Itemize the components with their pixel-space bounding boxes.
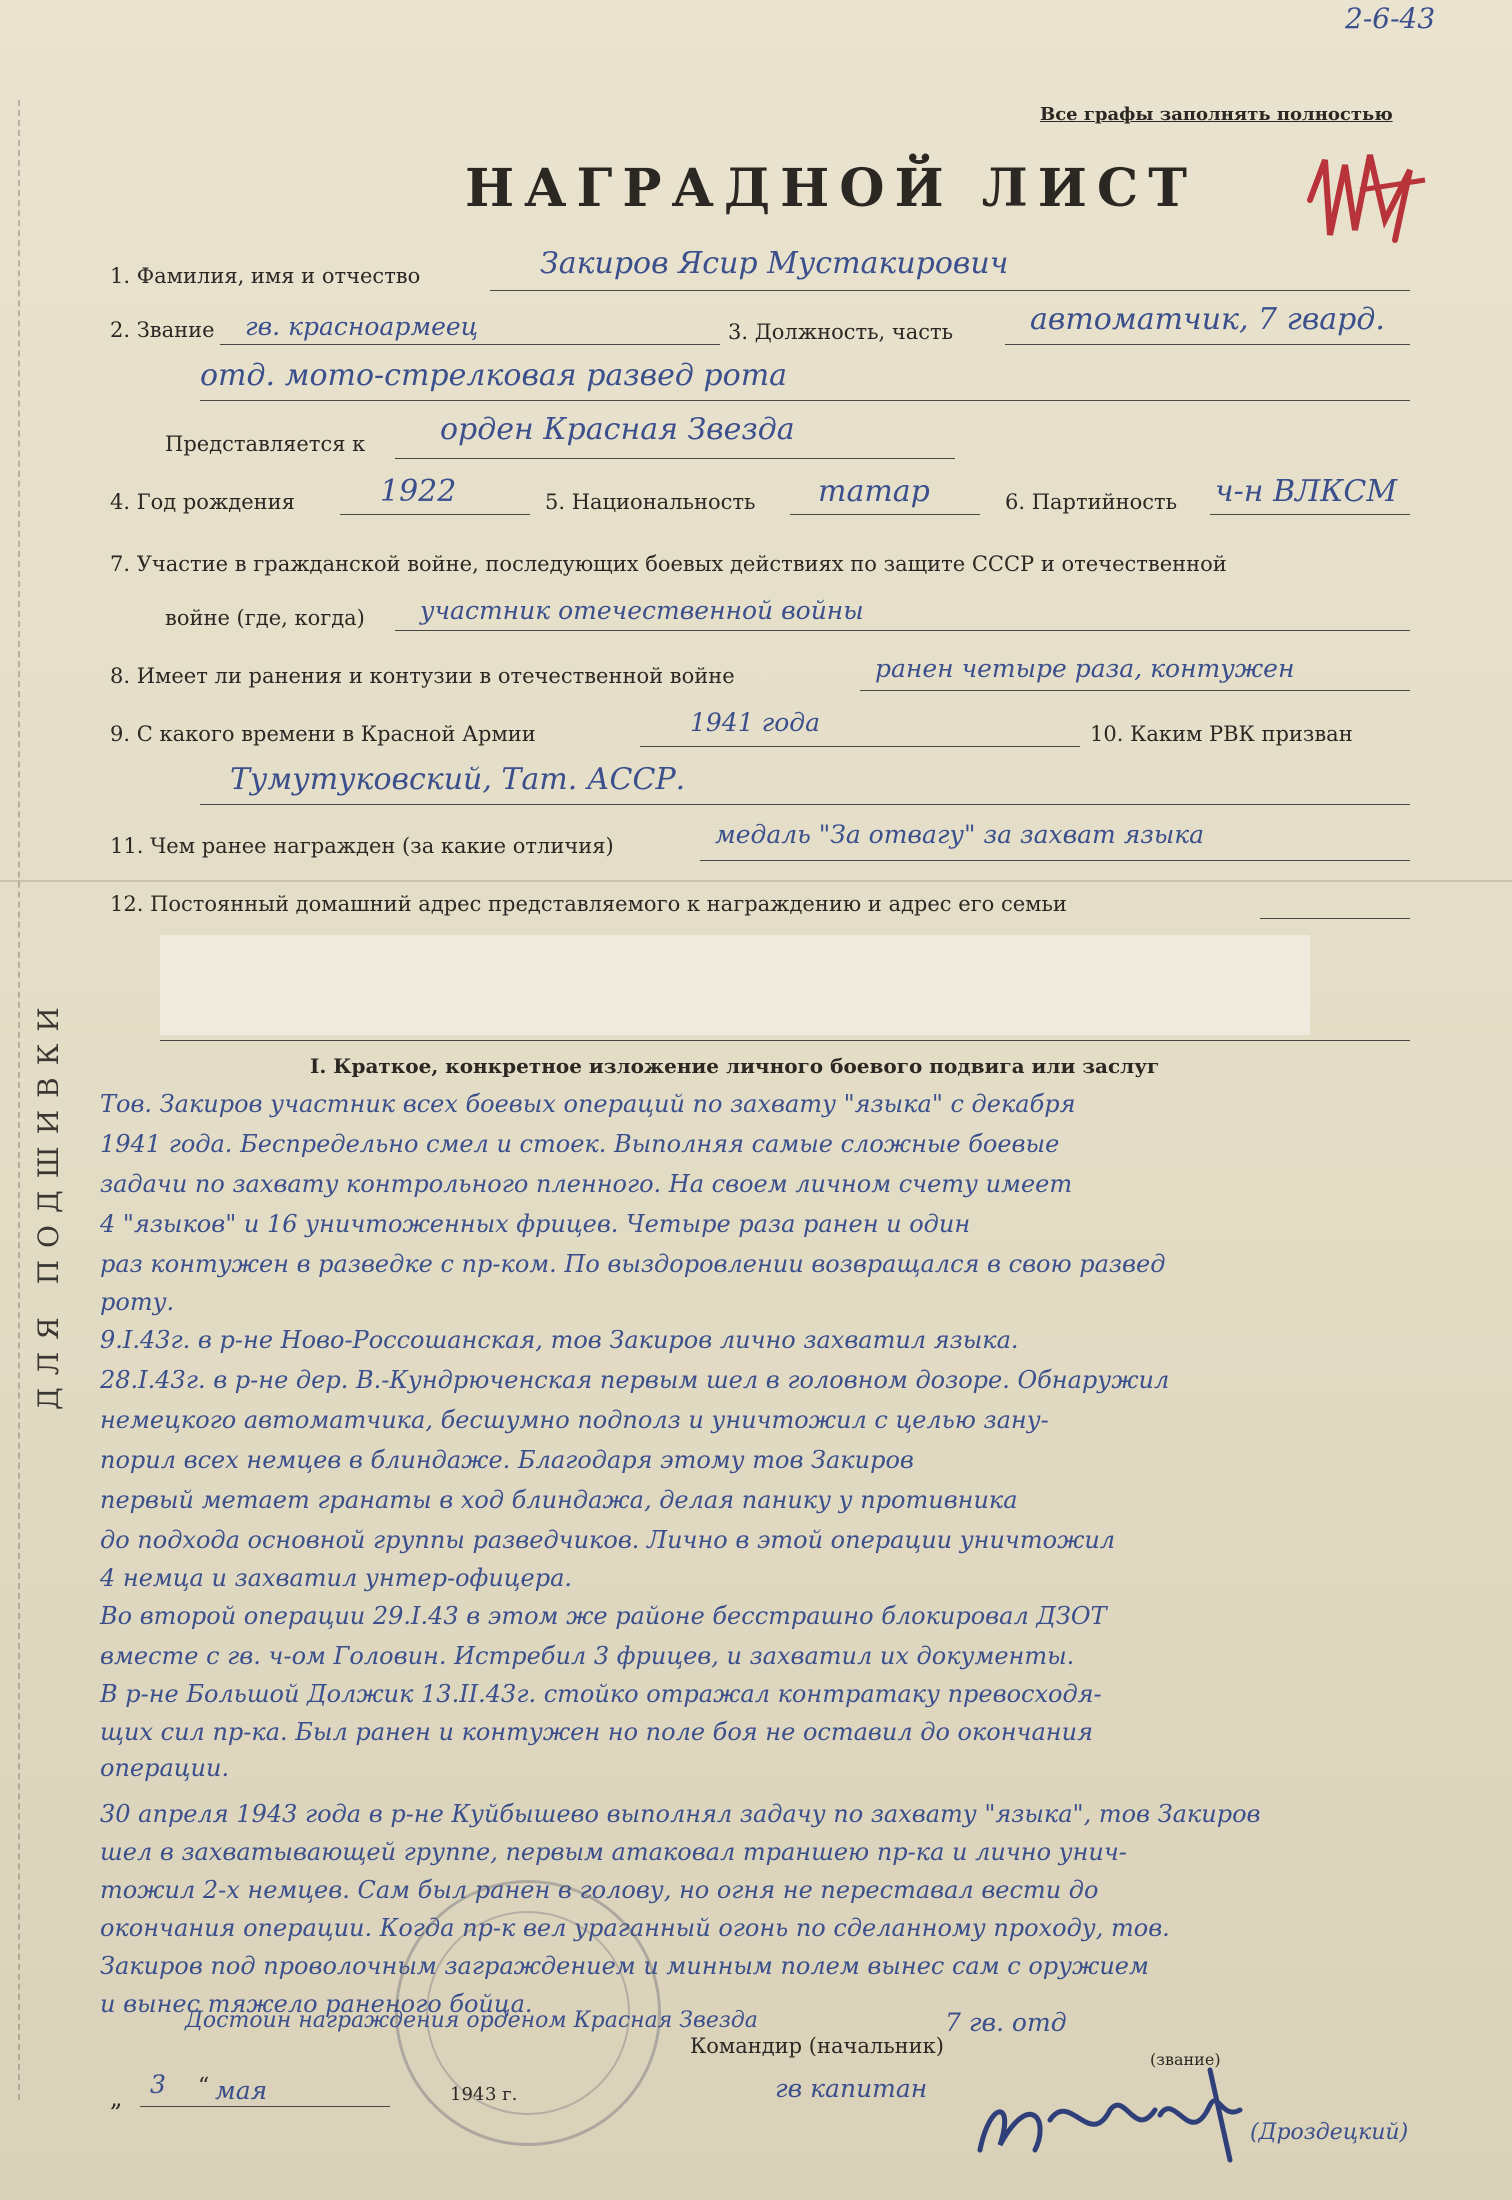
narrative-line: шел в захватывающей группе, первым атаковал траншею пр-ка и лично унич-: [100, 1838, 1127, 1866]
signature-name: (Дроздецкий): [1250, 2120, 1409, 2145]
date-close-quote: “: [198, 2074, 210, 2099]
narrative-line: роту.: [100, 1288, 175, 1316]
side-label-text: ДЛЯ ПОДШИВКИ: [32, 995, 65, 1410]
narrative-line: тожил 2-х немцев. Сам был ранен в голову, но огня не переставал вести до: [100, 1876, 1099, 1904]
award-label: Представляется к: [165, 432, 366, 456]
narrative-line: 4 немца и захватил унтер-офицера.: [100, 1564, 573, 1592]
narrative-line: В р-не Большой Должик 13.II.43г. стойко отражал контратаку превосходя-: [100, 1680, 1102, 1708]
commander-label: Командир (начальник): [690, 2034, 944, 2058]
field-9-value: 1941 года: [690, 708, 821, 737]
award-line: [395, 458, 955, 459]
paper-fold: [0, 880, 1512, 882]
narrative-line: Во второй операции 29.I.43 в этом же районе бесстрашно блокировал ДЗОТ: [100, 1602, 1107, 1630]
field-1-label: 1. Фамилия, имя и отчество: [110, 264, 421, 288]
field-8-value: ранен четыре раза, контужен: [875, 654, 1295, 683]
field-11-value: медаль "За отвагу" за захват языка: [715, 820, 1205, 849]
award-value: орден Красная Звезда: [440, 412, 795, 447]
field-6-label: 6. Партийность: [1005, 490, 1178, 514]
section-title: I. Краткое, конкретное изложение личного боевого подвига или заслуг: [310, 1054, 1160, 1078]
document-title: НАГРАДНОЙ ЛИСТ: [465, 158, 1197, 219]
narrative-line: 4 "языков" и 16 уничтоженных фрицев. Четыре раза ранен и один: [100, 1210, 971, 1238]
narrative-line: немецкого автоматчика, бесшумно подполз и уничтожил с целью зану-: [100, 1406, 1049, 1434]
date-line: [140, 2106, 390, 2107]
field-3-cont-line: [200, 400, 1410, 401]
field-4-label: 4. Год рождения: [110, 490, 295, 514]
field-6-line: [1210, 514, 1410, 515]
recommendation: Достоин награждения орденом Красная Звезда: [185, 2008, 758, 2033]
red-ink-mark: [1300, 140, 1430, 250]
narrative-line: до подхода основной группы разведчиков. Лично в этой операции уничтожил: [100, 1526, 1116, 1554]
redacted-address: [160, 935, 1310, 1035]
field-11-line: [700, 860, 1410, 861]
commander-unit: 7 гв. отд: [945, 2008, 1067, 2037]
date-open-quote: „: [110, 2084, 123, 2112]
narrative-line: и вынес тяжело раненого бойца.: [100, 1990, 533, 2018]
narrative-line: первый метает гранаты в ход блиндажа, делая панику у противника: [100, 1486, 1018, 1514]
field-4-value: 1922: [380, 474, 457, 509]
field-7-value: участник отечественной войны: [420, 596, 864, 625]
field-3-value-cont: отд. мото-стрелковая развед рота: [200, 358, 788, 393]
narrative-line: 28.I.43г. в р-не дер. В.-Кундрюченская первым шел в головном дозоре. Обнаружил: [100, 1366, 1170, 1394]
field-5-label: 5. Национальность: [545, 490, 756, 514]
narrative-line: Тов. Закиров участник всех боевых операций по захвату "языка" с декабря: [100, 1090, 1076, 1118]
field-8-line: [860, 690, 1410, 691]
field-12-line: [1260, 918, 1410, 919]
date-day: 3: [150, 2070, 166, 2099]
narrative-line: операции.: [100, 1754, 230, 1782]
field-7-label-cont: войне (где, когда): [165, 606, 365, 630]
field-6-value: ч-н ВЛКСМ: [1215, 474, 1398, 509]
date-year-prefix: 194: [450, 2084, 485, 2105]
field-2-label: 2. Звание: [110, 318, 215, 342]
narrative-line: 30 апреля 1943 года в р-не Куйбышево выполнял задачу по захвату "языка", тов Закиров: [100, 1800, 1261, 1828]
header-note: Все графы заполнять полностью: [1040, 104, 1393, 125]
narrative-line: Закиров под проволочным заграждением и минным полем вынес сам с оружием: [100, 1952, 1149, 1980]
field-12-label: 12. Постоянный домашний адрес представляемого к награждению и адрес его семьи: [110, 892, 1067, 916]
field-3-label: 3. Должность, часть: [728, 320, 954, 344]
date-month: мая: [215, 2076, 268, 2105]
field-12-cont-line: [160, 1040, 1410, 1041]
field-10-value: Тумутуковский, Тат. АССР.: [230, 762, 686, 797]
field-9-line: [640, 746, 1080, 747]
field-9-label: 9. С какого времени в Красной Армии: [110, 722, 536, 746]
field-5-line: [790, 514, 980, 515]
binding-side-label: [22, 850, 82, 1410]
field-2-value: гв. красноармеец: [245, 312, 479, 341]
narrative-line: 1941 года. Беспредельно смел и стоек. Выполняя самые сложные боевые: [100, 1130, 1060, 1158]
narrative-line: щих сил пр-ка. Был ранен и контужен но поле боя не оставил до окончания: [100, 1718, 1093, 1746]
field-3-line: [1005, 344, 1410, 345]
field-1-value: Закиров Ясир Мустакирович: [540, 246, 1009, 281]
narrative-line: порил всех немцев в блиндаже. Благодаря этому тов Закиров: [100, 1446, 914, 1474]
narrative-line: вместе с гв. ч-ом Головин. Истребил 3 фрицев, и захватил их документы.: [100, 1642, 1075, 1670]
field-5-value: татар: [818, 474, 930, 509]
field-1-line: [490, 290, 1410, 291]
field-2-line: [220, 344, 720, 345]
field-7-label: 7. Участие в гражданской войне, последующих боевых действиях по защите СССР и отечественной: [110, 552, 1227, 576]
field-8-label: 8. Имеет ли ранения и контузии в отечественной войне: [110, 664, 735, 688]
field-4-line: [340, 514, 530, 515]
field-11-label: 11. Чем ранее награжден (за какие отличия): [110, 834, 614, 858]
narrative-line: раз контужен в разведке с пр-ком. По выздоровлении возвращался в свою развед: [100, 1250, 1166, 1278]
field-10-label: 10. Каким РВК призван: [1090, 722, 1353, 746]
narrative-line: задачи по захвату контрольного пленного. На своем личном счету имеет: [100, 1170, 1073, 1198]
field-7-line: [395, 630, 1410, 631]
field-3-value: автоматчик, 7 гвард.: [1030, 302, 1385, 337]
field-10-line: [200, 804, 1410, 805]
narrative-line: окончания операции. Когда пр-к вел ураганный огонь по сделанному проходу, тов.: [100, 1914, 1170, 1942]
narrative-line: 9.I.43г. в р-не Ново-Россошанская, тов Закиров лично захватил языка.: [100, 1326, 1019, 1354]
corner-note: 2-6-43: [1345, 2, 1436, 35]
rank-label: (звание): [1150, 2050, 1221, 2069]
commander-signature: [960, 2050, 1300, 2170]
date-year-suffix: 3 г.: [485, 2084, 518, 2105]
rank-value: гв капитан: [775, 2074, 928, 2103]
